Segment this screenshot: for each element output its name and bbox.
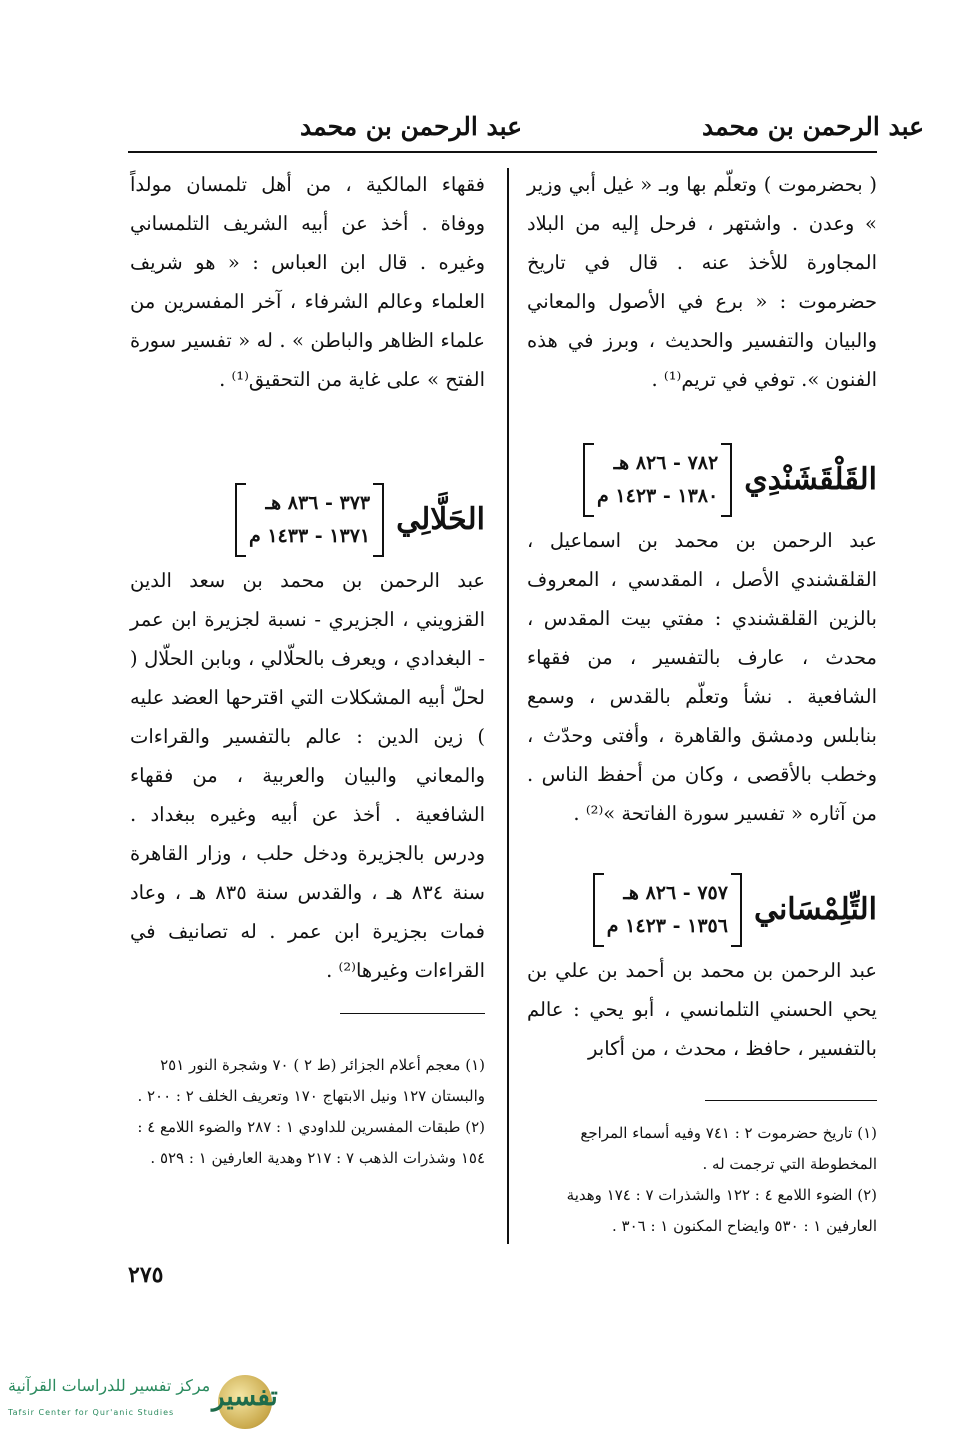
entry-name: التِّلِمْسَاني [753, 892, 877, 927]
footnote-rule-left [340, 1013, 485, 1014]
column-divider [507, 168, 509, 1244]
bracket-right [373, 483, 384, 557]
bracket-right [731, 873, 742, 947]
bracket-left [593, 873, 604, 947]
right-continuation-text: ( بحضرموت ) وتعلّم بها وبـ « غيل أبي وزير » وعدن . واشتهر ، فرحل إليه من البلاد المجاورة للأخذ عنه . قال في تاريخ حضرموت : « برع في الأصول والمعاني والبيان والتفسير والحديث ، وبرز في هذه الفنون ». توفي في تريم⁽¹⁾ . [527, 173, 877, 391]
footnote: (٢) طبقات المفسرين للداودي ١ : ٢٨٧ والضوء اللامع ٤ : ١٥٤ وشذرات الذهب ٧ : ٢١٧ وهدية العارفين ١ : ٥٢٩ . [137, 1118, 485, 1167]
logo-arabic-name: مركز تفسير للدراسات القرآنية [8, 1376, 211, 1395]
footnote-rule-right [705, 1100, 877, 1101]
hijri-dates: ٣٧٣ - ٨٣٦ هـ [265, 492, 371, 514]
footnote: (٢) الضوء اللامع ٤ : ١٢٢ والشذرات ٧ : ١٧٤ وهدية العارفين ١ : ٥٣٠ وايضاح المكنون ١ : ٣٠٦ . [566, 1186, 877, 1235]
entry-text-qalqashandi: عبد الرحمن بن محمد بن اسماعيل ، القلقشندي الأصل ، المقدسي ، المعروف بالزين القلقشندي : مفتي بيت المقدس ، محدث ، عارف بالتفسير ، من فقهاء الشافعية . نشأ وتعلّم بالقدس ، وسمع بنابلس ودمشق والقاهرة ، وأفتى وحدّث ، وخطب بالأقصى ، وكان من أحفظ الناس . من آثاره « تفسير سورة الفاتحة »⁽²⁾ . [527, 529, 877, 825]
running-head-left: عبد الرحمن بن محمد [300, 112, 523, 141]
entry-heading-qalqashandi [527, 443, 877, 517]
footnotes-left [130, 1050, 485, 1174]
gregorian-dates: ١٣٧١ - ١٤٣٣ م [248, 525, 371, 547]
entry-heading-tilimsani [527, 873, 877, 947]
page-number: ٢٧٥ [128, 1262, 164, 1288]
entry-dates [235, 483, 384, 557]
entry-text-hallali: عبد الرحمن بن محمد بن سعد الدين القزويني ، الجزيري - نسبة لجزيرة ابن عمر - البغدادي ، ويعرف بالحلّالي ، وبابن الحلّال ( لحلّ أبيه المشكلات التي اقترحها العضد عليه ) زين الدين : عالم بالتفسير والقراءات والمعاني والبيان والعربية ، من فقهاء الشافعية . أخذ عن أبيه وغيره ببغداد . ودرس بالجزيرة ودخل حلب ، وزار القاهرة سنة ٨٣٤ هـ ، والقدس سنة ٨٣٥ هـ ، وعاد فمات بجزيرة ابن عمر . له تصانيف في القراءات وغيرها⁽²⁾ . [130, 569, 485, 982]
entry-text-tilimsani: عبد الرحمن بن محمد بن أحمد بن علي بن يحي الحسني التلمانسي ، أبو يحي : عالم بالتفسير ، حافظ ، محدث ، من أكابر [527, 959, 877, 1060]
bracket-right [721, 443, 732, 517]
bracket-left [235, 483, 246, 557]
bracket-left [583, 443, 594, 517]
footnotes-right [527, 1118, 877, 1242]
left-column [130, 165, 485, 990]
footnote: (١) تاريخ حضرموت ٢ : ٧٤١ وفيه أسماء المراجع المخطوطة التي ترجمت له . [580, 1124, 877, 1173]
entry-heading-hallali [130, 483, 485, 557]
left-continuation-text: فقهاء المالكية ، من أهل تلمسان مولداً ووفاة . أخذ عن أبيه الشريف التلمساني وغيره . قال ابن العباس : « هو شريف العلماء وعالم الشرفاء ، آخر المفسرين من علماء الظاهر والباطن » . له « تفسير سورة الفتح » على غاية من التحقيق⁽¹⁾ . [130, 173, 485, 391]
logo-english-name: Tafsir Center for Qur'anic Studies [8, 1408, 175, 1417]
running-head-right: عبد الرحمن بن محمد [702, 112, 925, 141]
entry-name: القَلْقَشَنْدِي [744, 462, 877, 497]
logo-word: تفسير [212, 1382, 278, 1412]
hijri-dates: ٧٥٧ - ٨٢٦ هـ [623, 882, 728, 904]
hijri-dates: ٧٨٢ - ٨٢٦ هـ [613, 452, 719, 474]
gregorian-dates: ١٣٨٠ - ١٤٢٣ م [597, 485, 719, 507]
header-rule [128, 151, 877, 153]
entry-dates [583, 443, 732, 517]
entry-dates [593, 873, 742, 947]
entry-name: الحَلَّالِي [396, 502, 485, 537]
gregorian-dates: ١٣٥٦ - ١٤٢٣ م [606, 915, 728, 937]
right-column [527, 165, 877, 1068]
footnote: (١) معجم أعلام الجزائر (ط ٢ ) ٧٠ وشجرة النور ٢٥١ والبستان ١٢٧ ونيل الابتهاج ١٧٠ وتعريف الخلف ٢ : ٢٠٠ . [137, 1056, 485, 1105]
tafsir-center-logo [4, 1372, 294, 1432]
